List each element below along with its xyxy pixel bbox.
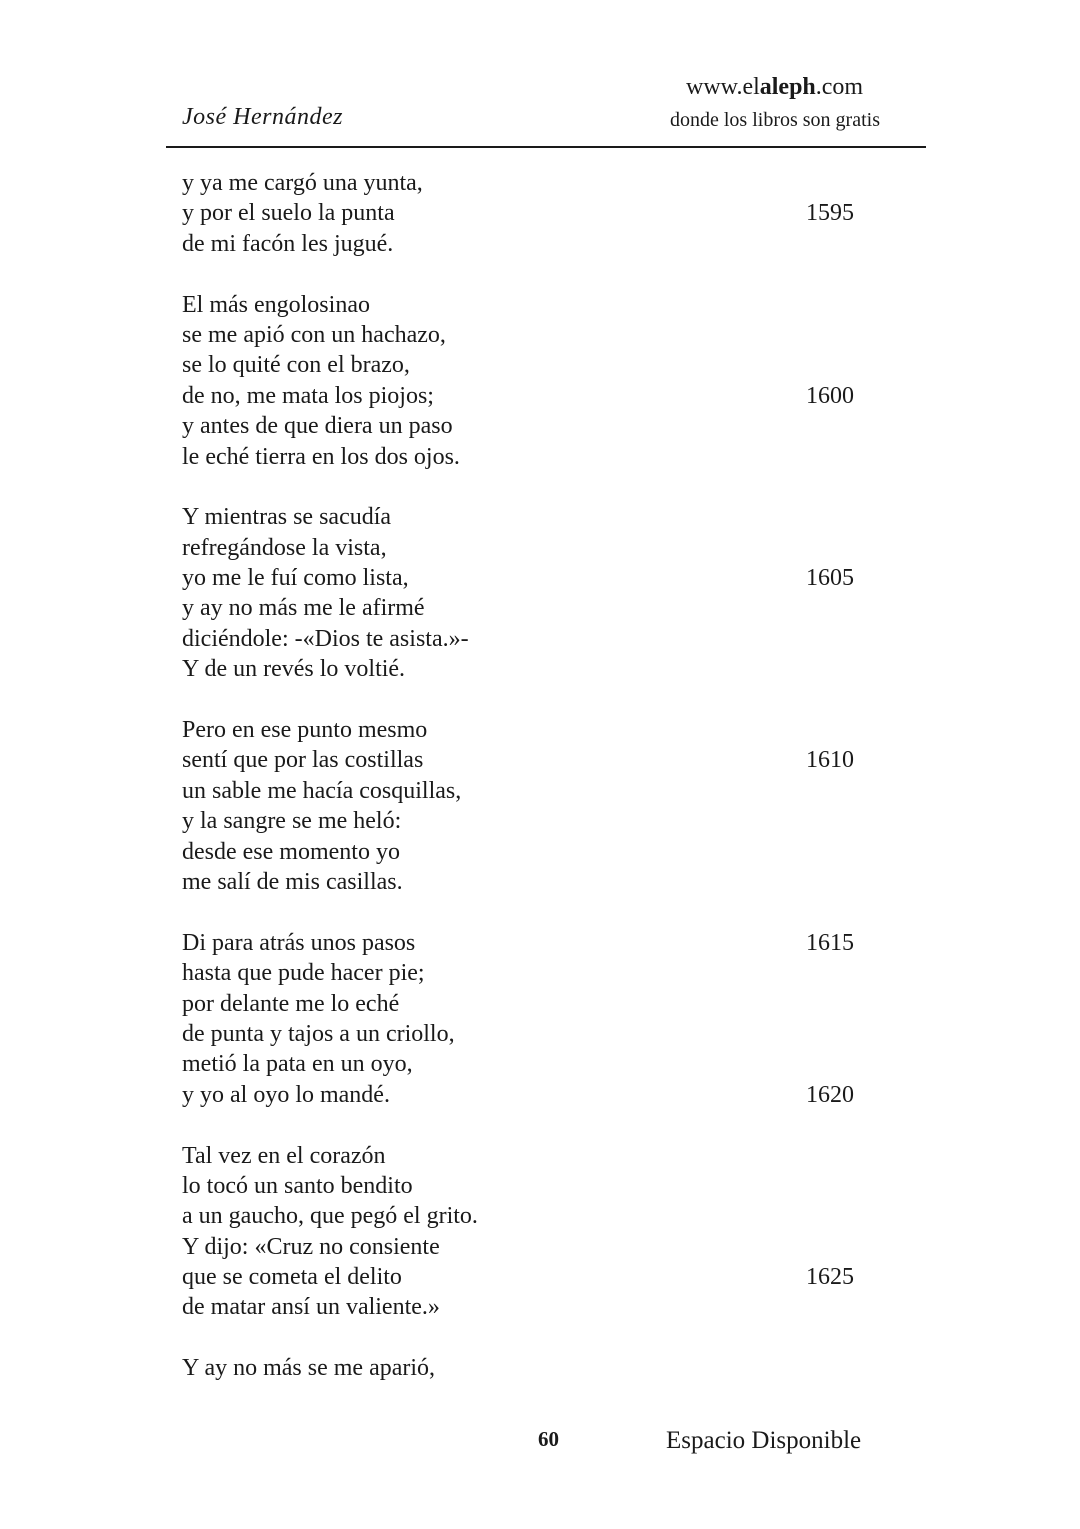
- verse-line: [182, 1353, 872, 1383]
- verse-line: [182, 1049, 872, 1079]
- line-number: 1625: [806, 1264, 854, 1291]
- header-divider: [166, 146, 926, 148]
- stanza: [182, 290, 872, 472]
- verse-text: a un gaucho, que pegó el grito.: [182, 1203, 478, 1230]
- verse-text: sentí que por las costillas: [182, 747, 424, 774]
- verse-text: por delante me lo eché: [182, 990, 400, 1017]
- site-suffix: .com: [815, 74, 864, 100]
- verse-text: Y ay no más se me aparió,: [182, 1355, 436, 1382]
- verse-text: hasta que pude hacer pie;: [182, 960, 425, 987]
- verse-line: [182, 867, 872, 897]
- verse-line: [182, 624, 872, 654]
- verse-line: [182, 1080, 872, 1110]
- verse-line: [182, 958, 872, 988]
- stanza: [182, 168, 872, 259]
- stanza: [182, 928, 872, 1110]
- verse-line: [182, 533, 872, 563]
- page-number: 60: [538, 1427, 559, 1451]
- verse-text: El más engolosinao: [182, 291, 370, 318]
- verse-line: [182, 320, 872, 350]
- verse-line: [182, 806, 872, 836]
- stanza: [182, 1353, 872, 1383]
- verse-text: y por el suelo la punta: [182, 200, 395, 227]
- site-bold: aleph: [759, 74, 816, 100]
- verse-line: [182, 715, 872, 745]
- verse-line: [182, 745, 872, 775]
- verse-text: de no, me mata los piojos;: [182, 382, 434, 409]
- verse-text: Y dijo: «Cruz no consiente: [182, 1233, 440, 1260]
- line-number: 1605: [806, 565, 854, 592]
- verse-line: [182, 1292, 872, 1322]
- verse-line: [182, 350, 872, 380]
- line-number: 1620: [806, 1081, 854, 1108]
- verse-line: [182, 442, 872, 472]
- verse-text: Pero en ese punto mesmo: [182, 717, 428, 744]
- verse-text: de mi facón les jugué.: [182, 230, 394, 257]
- verse-line: [182, 502, 872, 532]
- verse-line: [182, 989, 872, 1019]
- verse-text: desde ese momento yo: [182, 838, 400, 865]
- verse-line: [182, 1201, 872, 1231]
- verse-text: diciéndole: -«Dios te asista.»-: [182, 625, 469, 652]
- verse-line: [182, 1171, 872, 1201]
- line-number: 1615: [806, 929, 854, 956]
- verse-line: [182, 593, 872, 623]
- verse-line: [182, 1262, 872, 1292]
- verse-line: [182, 776, 872, 806]
- verse-line: [182, 654, 872, 684]
- verse-line: [182, 1141, 872, 1171]
- verse-text: de punta y tajos a un criollo,: [182, 1020, 455, 1047]
- header-tagline: donde los libros son gratis: [670, 109, 880, 131]
- verse-text: me salí de mis casillas.: [182, 868, 403, 895]
- verse-text: se me apió con un hachazo,: [182, 321, 446, 348]
- verse-text: un sable me hacía cosquillas,: [182, 777, 462, 804]
- line-number: 1595: [806, 200, 854, 227]
- verse-text: Y de un revés lo voltié.: [182, 656, 406, 683]
- verse-text: Tal vez en el corazón: [182, 1142, 386, 1169]
- verse-text: de matar ansí un valiente.»: [182, 1294, 440, 1321]
- verse-text: yo me le fuí como lista,: [182, 565, 409, 592]
- verse-text: y ya me cargó una yunta,: [182, 170, 423, 196]
- site-prefix: www.el: [686, 74, 760, 100]
- verse-line: [182, 198, 872, 228]
- verse-line: [182, 229, 872, 259]
- stanza: [182, 715, 872, 897]
- verse-text: le eché tierra en los dos ojos.: [182, 443, 460, 470]
- verse-line: [182, 1232, 872, 1262]
- verse-line: [182, 563, 872, 593]
- verse-line: [182, 168, 872, 198]
- header-site-url[interactable]: [686, 74, 863, 101]
- verse-line: [182, 290, 872, 320]
- stanza: [182, 502, 872, 684]
- line-number: 1600: [806, 382, 854, 409]
- verse-text: y antes de que diera un paso: [182, 413, 453, 440]
- verse-text: lo tocó un santo bendito: [182, 1172, 413, 1199]
- verse-text: refregándose la vista,: [182, 534, 387, 561]
- verse-line: [182, 928, 872, 958]
- line-number: 1610: [806, 747, 854, 774]
- poem-body: [182, 168, 872, 1414]
- verse-text: Di para atrás unos pasos: [182, 929, 416, 956]
- verse-text: metió la pata en un oyo,: [182, 1051, 413, 1078]
- verse-text: que se cometa el delito: [182, 1264, 402, 1291]
- stanza: [182, 1141, 872, 1323]
- verse-line: [182, 837, 872, 867]
- verse-line: [182, 1019, 872, 1049]
- verse-text: y la sangre se me heló:: [182, 808, 402, 835]
- verse-text: se lo quité con el brazo,: [182, 352, 410, 379]
- verse-text: Y mientras se sacudía: [182, 504, 392, 531]
- verse-text: y yo al oyo lo mandé.: [182, 1081, 390, 1108]
- verse-line: [182, 411, 872, 441]
- verse-line: [182, 381, 872, 411]
- footer-text: Espacio Disponible: [666, 1427, 862, 1454]
- header-author: José Hernández: [182, 104, 343, 130]
- verse-text: y ay no más me le afirmé: [182, 595, 425, 622]
